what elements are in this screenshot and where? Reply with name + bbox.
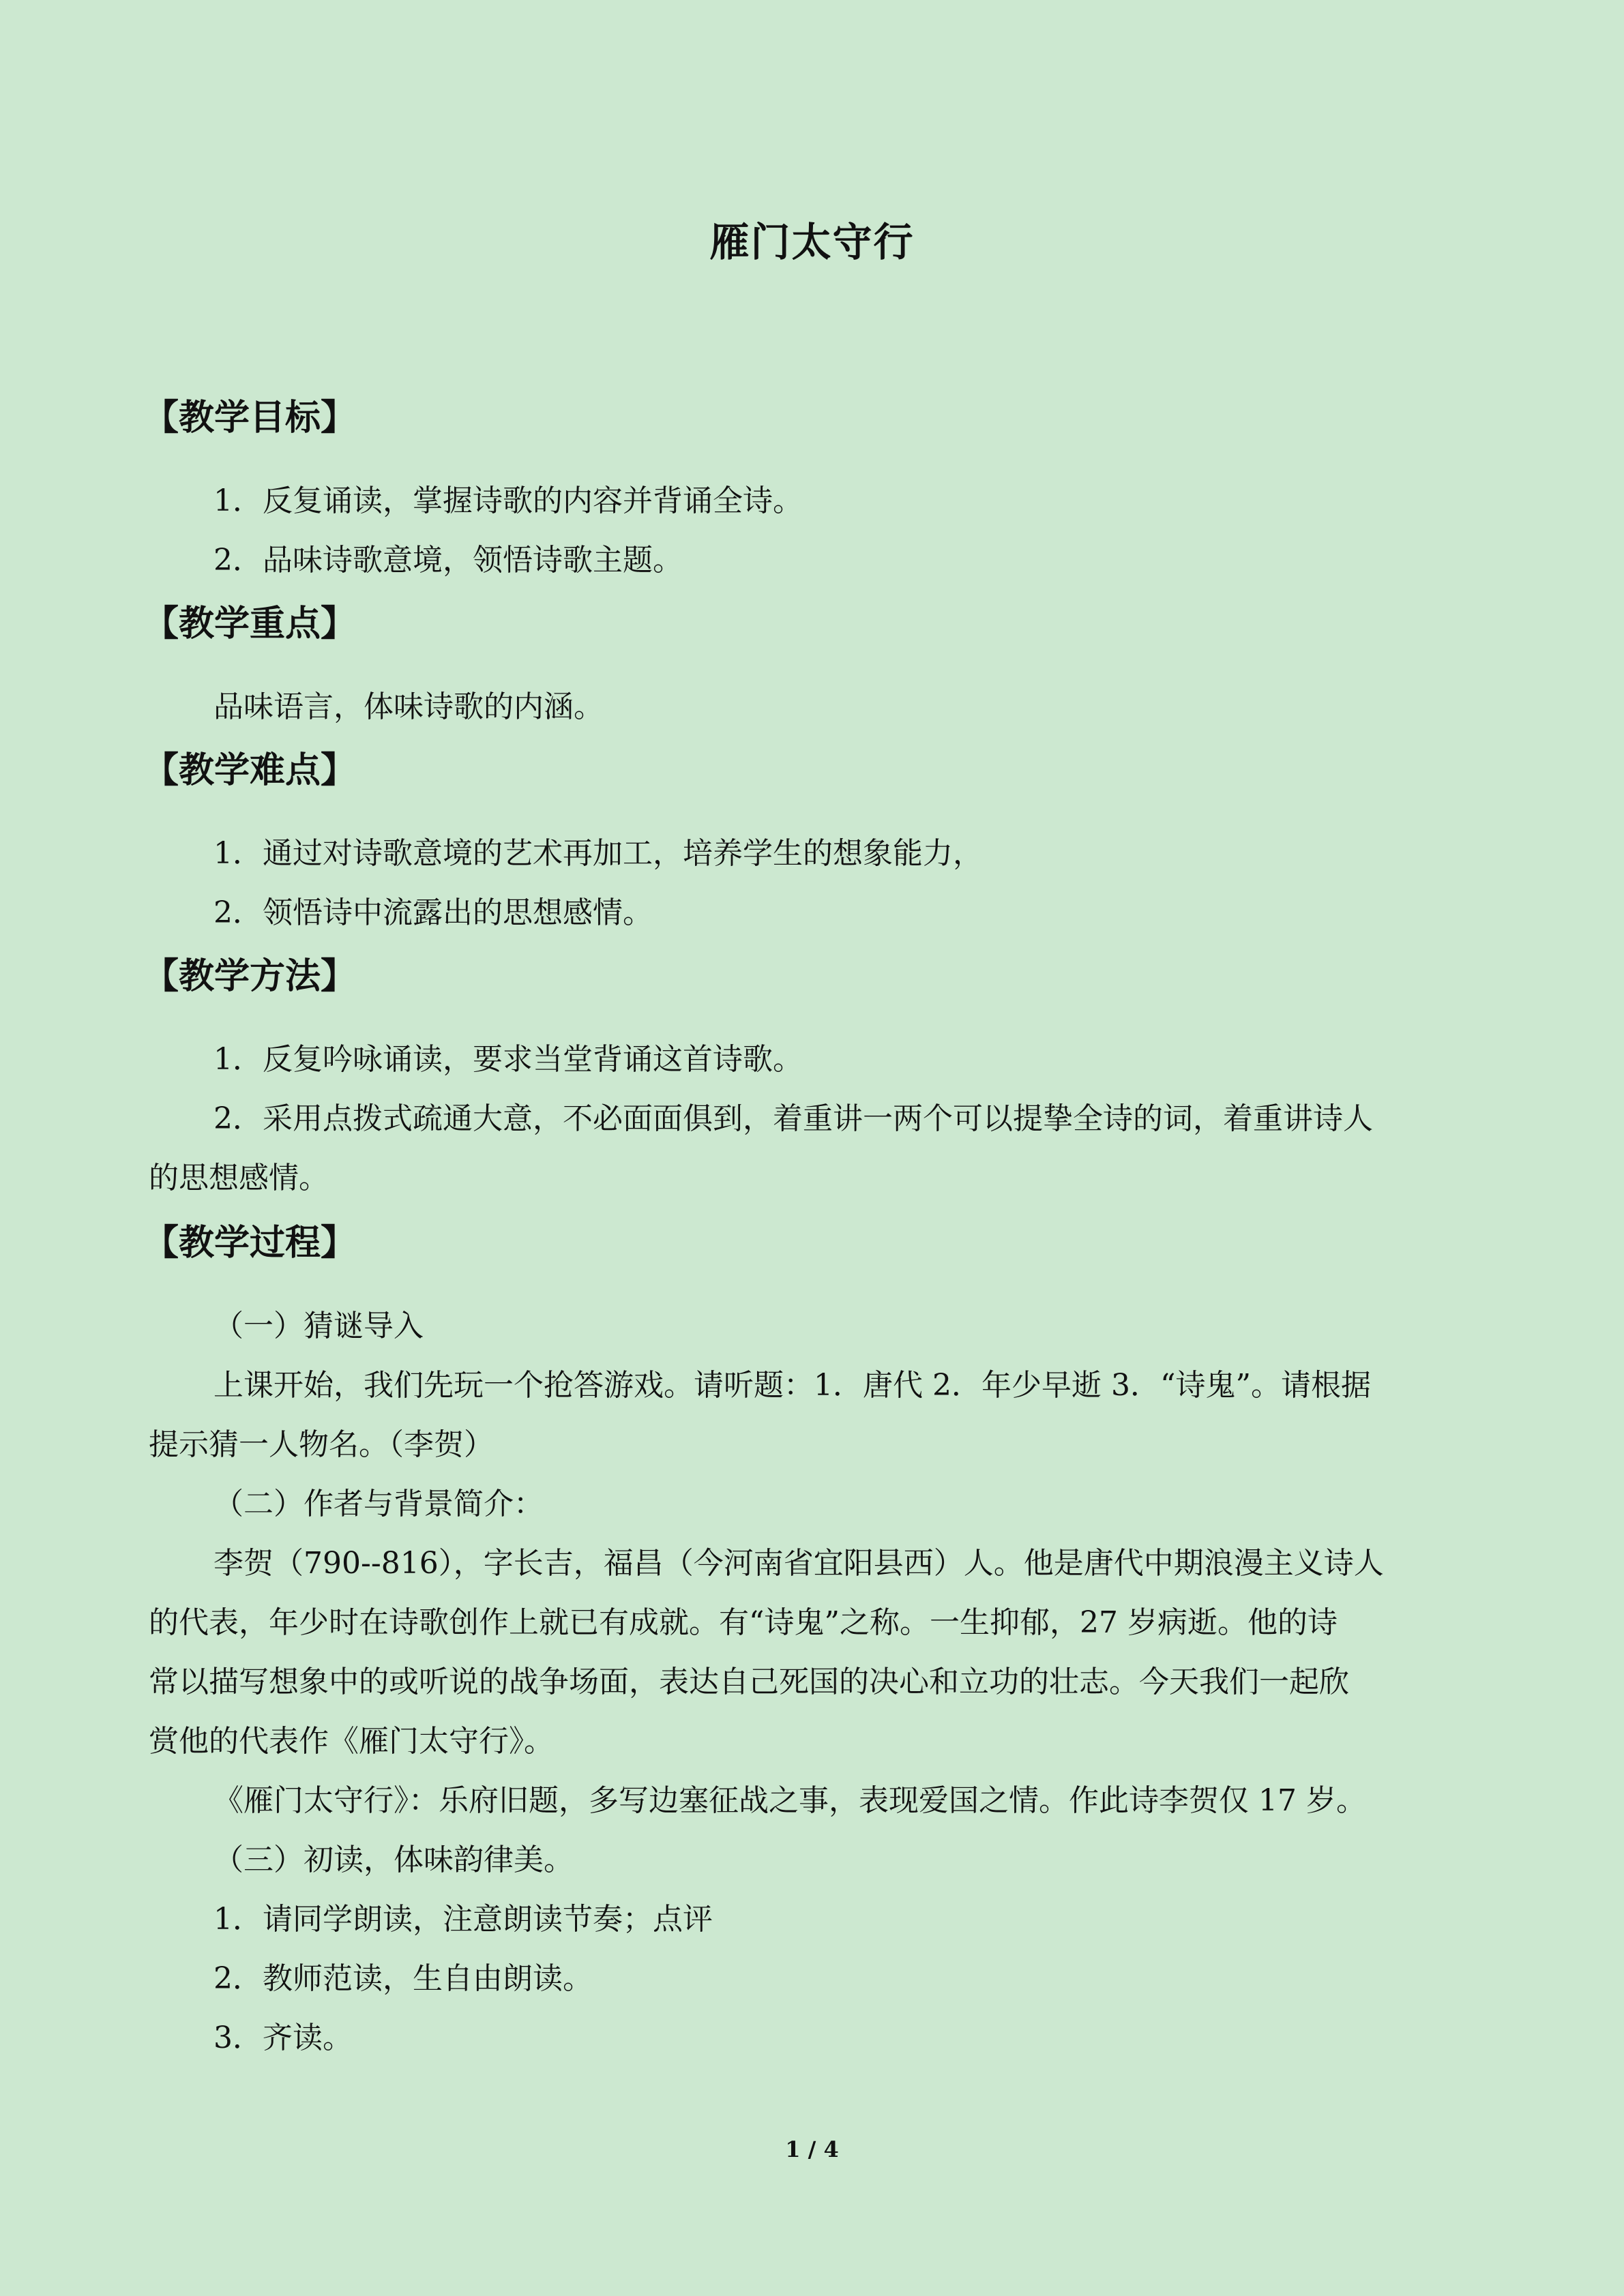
section-heading-focus: 【教学重点】 xyxy=(143,603,357,644)
process-line-10: （三）初读，体味韵律美。 xyxy=(213,1843,574,1877)
method-item-2-cont: 的思想感情。 xyxy=(149,1161,329,1195)
process-line-2: 上课开始，我们先玩一个抢答游戏。请听题：1．唐代 2．年少早逝 3．“诗鬼”。请根据 xyxy=(213,1368,1371,1403)
section-heading-method: 【教学方法】 xyxy=(143,956,357,997)
section-heading-goals: 【教学目标】 xyxy=(143,398,357,438)
method-item-2: 2．采用点拨式疏通大意，不必面面俱到，着重讲一两个可以提挚全诗的词，着重讲诗人 xyxy=(213,1101,1373,1136)
difficulty-item-1: 1．通过对诗歌意境的艺术再加工，培养学生的想象能力， xyxy=(213,836,983,871)
process-line-6: 的代表，年少时在诗歌创作上就已有成就。有“诗鬼”之称。一生抑郁，27 岁病逝。他的诗 xyxy=(149,1605,1338,1640)
page-number: 1 / 4 xyxy=(785,2136,839,2162)
process-line-8: 赏他的代表作《雁门太守行》。 xyxy=(149,1724,554,1759)
process-line-9: 《雁门太守行》：乐府旧题，多写边塞征战之事，表现爱国之情。作此诗李贺仅 17 岁。 xyxy=(213,1783,1366,1818)
process-line-12: 2．教师范读，生自由朗读。 xyxy=(213,1961,593,1996)
process-line-5: 李贺（790--816），字长吉，福昌（今河南省宜阳县西）人。他是唐代中期浪漫主义诗人 xyxy=(213,1546,1384,1581)
difficulty-item-2: 2．领悟诗中流露出的思想感情。 xyxy=(213,895,653,930)
focus-item-1: 品味语言，体味诗歌的内涵。 xyxy=(213,689,604,724)
process-line-13: 3．齐读。 xyxy=(213,2021,353,2055)
method-item-1: 1．反复吟咏诵读，要求当堂背诵这首诗歌。 xyxy=(213,1042,803,1077)
document-title: 雁门太守行 xyxy=(709,219,915,265)
process-line-11: 1．请同学朗读，注意朗读节奏；点评 xyxy=(213,1902,713,1937)
process-line-7: 常以描写想象中的或听说的战争场面，表达自己死国的决心和立功的壮志。今天我们一起欣 xyxy=(149,1665,1349,1699)
process-line-4: （二）作者与背景简介： xyxy=(213,1487,544,1521)
goal-item-1: 1．反复诵读，掌握诗歌的内容并背诵全诗。 xyxy=(213,483,803,518)
section-heading-process: 【教学过程】 xyxy=(143,1223,357,1264)
process-line-1: （一）猜谜导入 xyxy=(213,1309,424,1343)
goal-item-2: 2．品味诗歌意境，领悟诗歌主题。 xyxy=(213,543,683,578)
process-line-3: 提示猜一人物名。（李贺） xyxy=(149,1427,494,1462)
section-heading-difficulty: 【教学难点】 xyxy=(143,750,357,791)
